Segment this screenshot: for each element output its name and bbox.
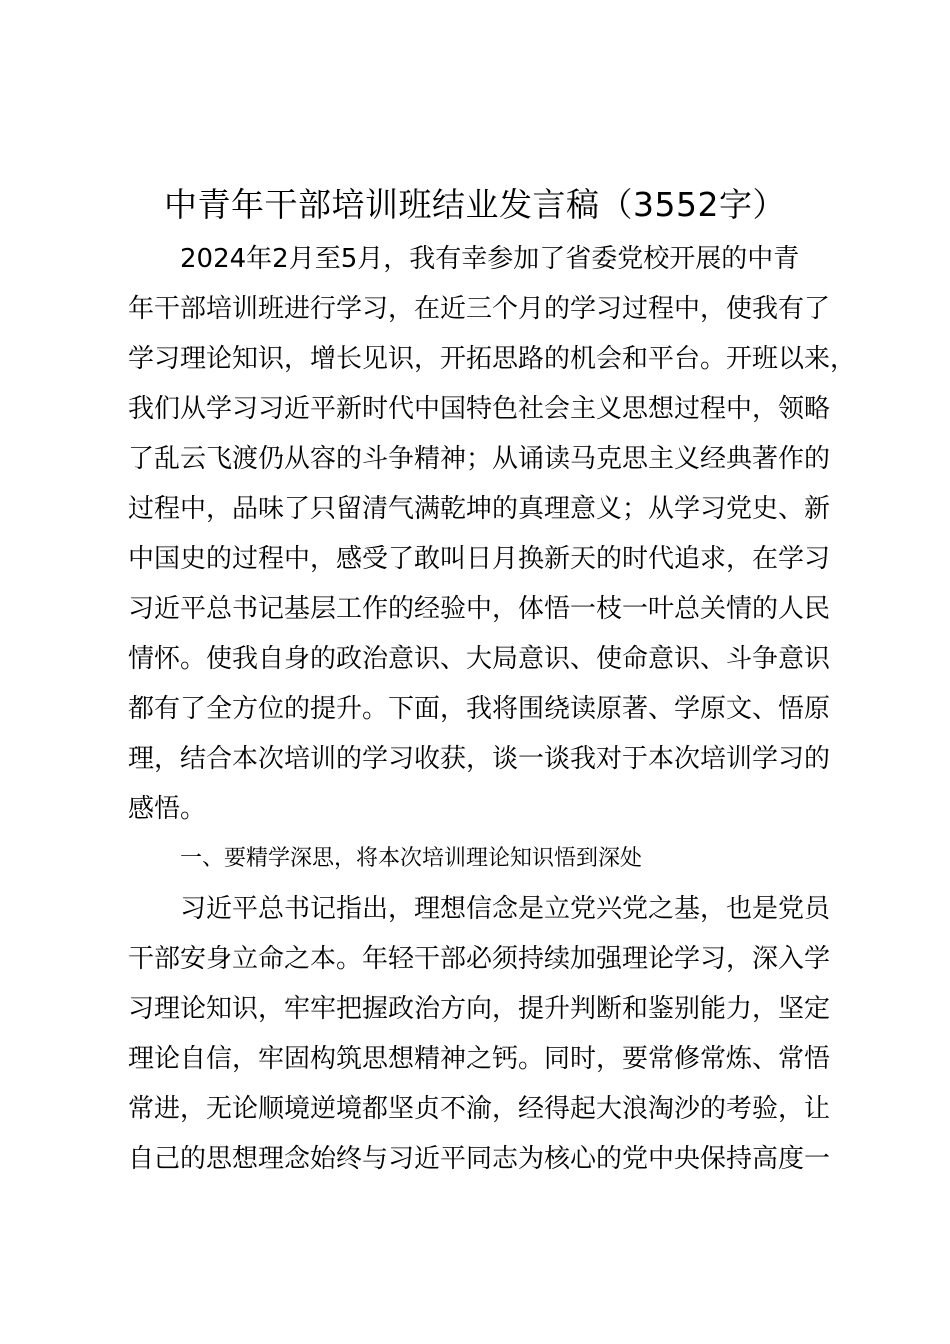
document-body [128, 234, 857, 1184]
section-heading: 一、要精学深思，将本次培训理论知识悟到深处 [180, 846, 643, 871]
paragraph-line: 干部安身立命之本。年轻干部必须持续加强理论学习，深入学 [128, 944, 831, 974]
section-paragraph [128, 884, 838, 1184]
paragraph-line: 自己的思想理念始终与习近平同志为核心的党中央保持高度一 [128, 1144, 831, 1174]
paragraph-line: 学习理论知识，增长见识，开拓思路的机会和平台。开班以来， [128, 344, 857, 374]
paragraph-line: 习近平总书记基层工作的经验中，体悟一枝一叶总关情的人民 [128, 594, 831, 624]
paragraph-line: 习理论知识，牢牢把握政治方向，提升判断和鉴别能力，坚定 [128, 994, 831, 1024]
paragraph-line: 2024年2月至5月，我有幸参加了省委党校开展的中青 [180, 244, 800, 274]
paragraph-line: 情怀。使我自身的政治意识、大局意识、使命意识、斗争意识 [128, 644, 831, 674]
paragraph-line: 理论自信，牢固构筑思想精神之钙。同时，要常修常炼、常悟 [128, 1044, 831, 1074]
paragraph-line: 习近平总书记指出，理想信念是立党兴党之基，也是党员 [180, 894, 831, 924]
paragraph-line: 理，结合本次培训的学习收获，谈一谈我对于本次培训学习的 [128, 744, 831, 774]
intro-paragraph [128, 234, 857, 834]
paragraph-line: 过程中，品味了只留清气满乾坤的真理意义；从学习党史、新 [128, 494, 831, 524]
paragraph-line: 年干部培训班进行学习，在近三个月的学习过程中，使我有了 [128, 294, 831, 324]
paragraph-line: 了乱云飞渡仍从容的斗争精神；从诵读马克思主义经典著作的 [128, 444, 831, 474]
paragraph-line: 中国史的过程中，感受了敢叫日月换新天的时代追求，在学习 [128, 544, 831, 574]
paragraph-line: 感悟。 [128, 794, 207, 824]
document-title: 中青年干部培训班结业发言稿（3552字） [164, 185, 786, 224]
paragraph-line: 常进，无论顺境逆境都坚贞不渝，经得起大浪淘沙的考验，让 [128, 1094, 831, 1124]
paragraph-line: 都有了全方位的提升。下面，我将围绕读原著、学原文、悟原 [128, 694, 831, 724]
paragraph-line: 我们从学习习近平新时代中国特色社会主义思想过程中，领略 [128, 394, 831, 424]
